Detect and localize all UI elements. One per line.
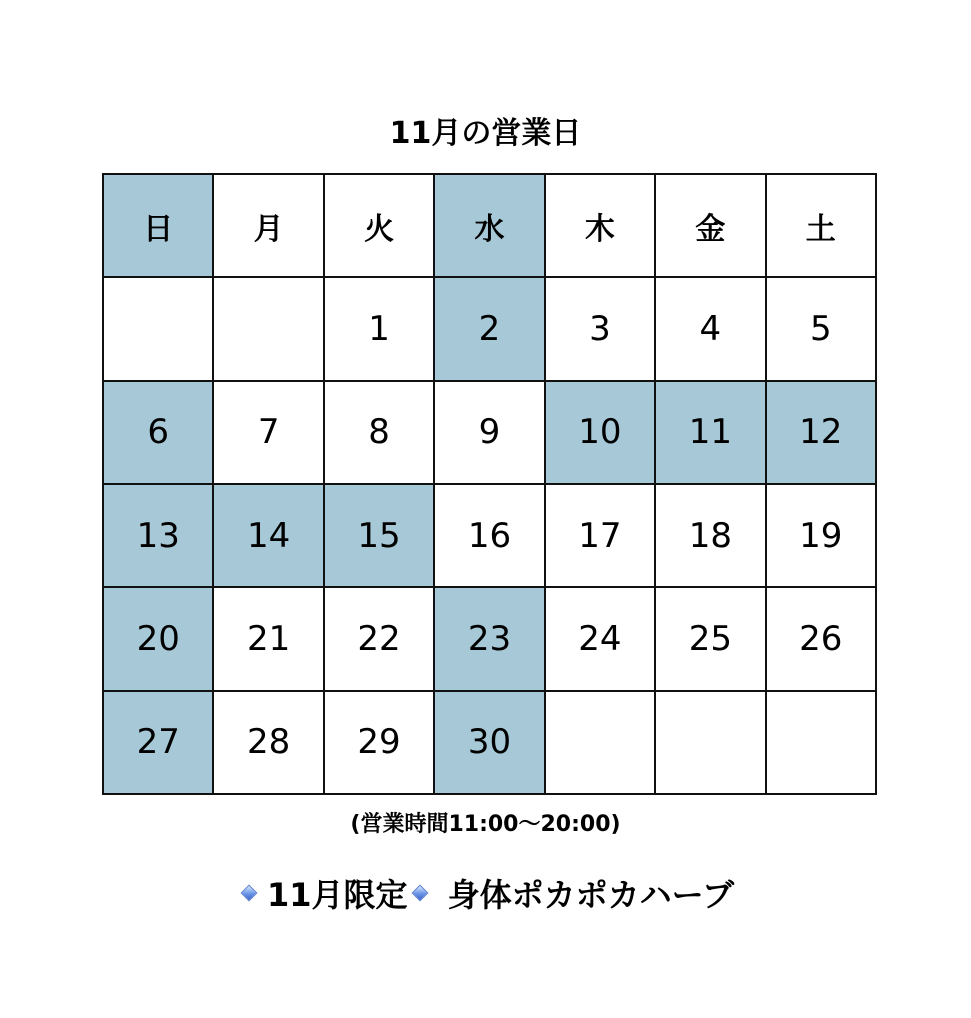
empty-day-cell bbox=[214, 278, 324, 381]
day-cell: 3 bbox=[546, 278, 656, 381]
day-cell: 10 bbox=[546, 382, 656, 485]
day-cell: 14 bbox=[214, 485, 324, 588]
day-cell: 28 bbox=[214, 692, 324, 795]
weekday-header: 水 bbox=[435, 175, 545, 278]
day-cell: 20 bbox=[104, 588, 214, 691]
day-cell: 12 bbox=[767, 382, 877, 485]
day-cell: 17 bbox=[546, 485, 656, 588]
weekday-header: 木 bbox=[546, 175, 656, 278]
day-cell: 9 bbox=[435, 382, 545, 485]
promo-line bbox=[0, 868, 971, 918]
day-cell: 5 bbox=[767, 278, 877, 381]
day-cell: 26 bbox=[767, 588, 877, 691]
promo-limited-label: 11月限定 bbox=[267, 876, 408, 914]
empty-day-cell bbox=[767, 692, 877, 795]
day-cell: 19 bbox=[767, 485, 877, 588]
empty-day-cell bbox=[546, 692, 656, 795]
blue-diamond-icon bbox=[241, 885, 258, 902]
weekday-header: 日 bbox=[104, 175, 214, 278]
day-cell: 15 bbox=[325, 485, 435, 588]
day-cell: 13 bbox=[104, 485, 214, 588]
calendar-grid bbox=[102, 173, 877, 795]
empty-day-cell bbox=[104, 278, 214, 381]
blue-diamond-icon bbox=[411, 885, 428, 902]
day-cell: 25 bbox=[656, 588, 766, 691]
day-cell: 23 bbox=[435, 588, 545, 691]
day-cell: 22 bbox=[325, 588, 435, 691]
day-cell: 18 bbox=[656, 485, 766, 588]
business-hours-note: (営業時間11:00〜20:00) bbox=[350, 812, 621, 837]
day-cell: 6 bbox=[104, 382, 214, 485]
weekday-header: 金 bbox=[656, 175, 766, 278]
empty-day-cell bbox=[656, 692, 766, 795]
day-cell: 2 bbox=[435, 278, 545, 381]
day-cell: 24 bbox=[546, 588, 656, 691]
day-cell: 30 bbox=[435, 692, 545, 795]
day-cell: 29 bbox=[325, 692, 435, 795]
day-cell: 21 bbox=[214, 588, 324, 691]
day-cell: 7 bbox=[214, 382, 324, 485]
day-cell: 1 bbox=[325, 278, 435, 381]
promo-product-label: 身体ポカポカハーブ bbox=[447, 876, 734, 914]
day-cell: 11 bbox=[656, 382, 766, 485]
day-cell: 27 bbox=[104, 692, 214, 795]
weekday-header: 土 bbox=[767, 175, 877, 278]
day-cell: 8 bbox=[325, 382, 435, 485]
calendar-title: 11月の営業日 bbox=[389, 116, 582, 151]
day-cell: 16 bbox=[435, 485, 545, 588]
weekday-header: 火 bbox=[325, 175, 435, 278]
weekday-header: 月 bbox=[214, 175, 324, 278]
day-cell: 4 bbox=[656, 278, 766, 381]
